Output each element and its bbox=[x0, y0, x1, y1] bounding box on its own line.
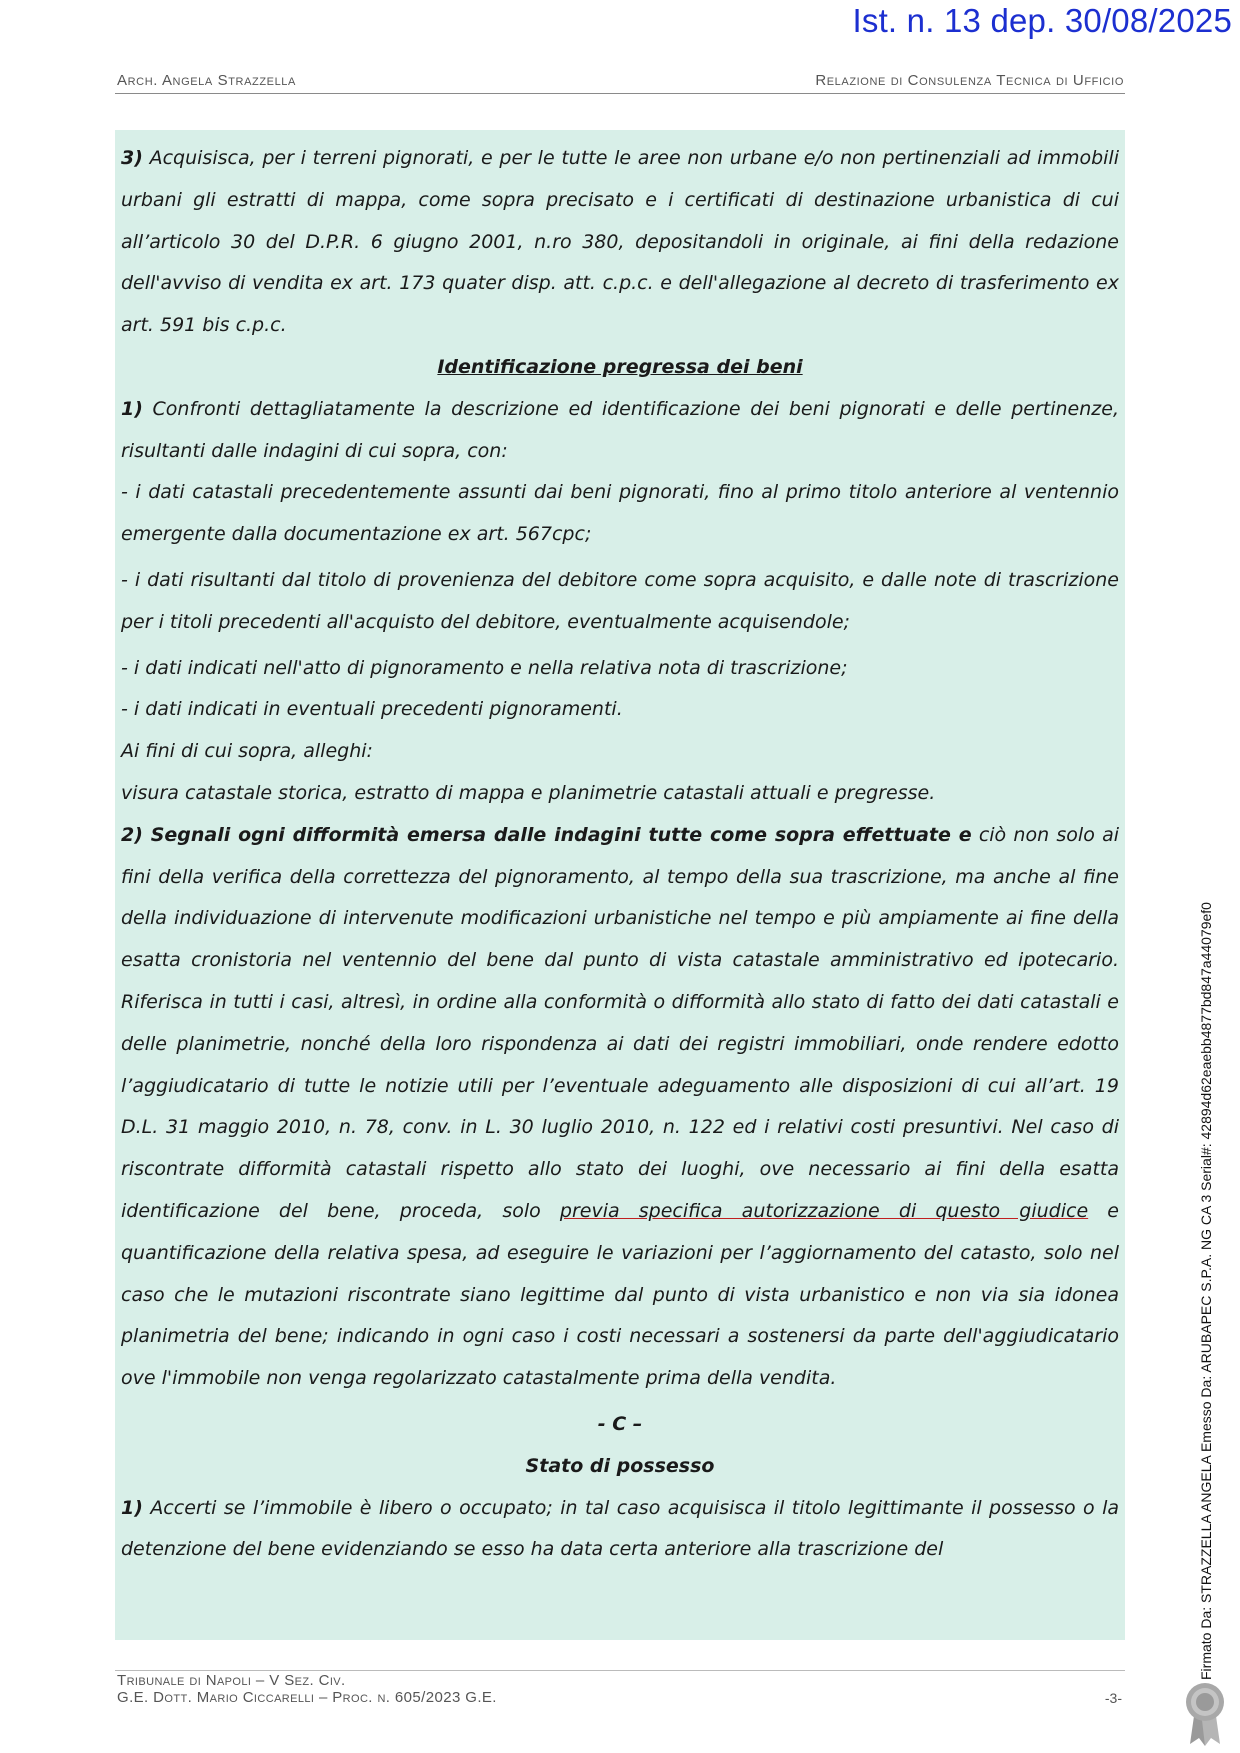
section-letter bbox=[121, 1404, 1119, 1446]
item-number: 1) bbox=[121, 397, 143, 420]
paragraph-2 bbox=[121, 815, 1119, 1400]
paragraph-text: Accerti se l’immobile è libero o occupato; in tal caso acquisisca il titolo legittimante il possesso o la detenzione del bene evidenziando se esso ha data certa anteriore alla trascrizione del bbox=[121, 1496, 1119, 1561]
bullet-item: - i dati risultanti dal titolo di provenienza del debitore come sopra acquisito, e dalle note di trascrizione per i titoli precedenti all'acquisto del debitore, eventualmente acquisendole; bbox=[121, 568, 1119, 633]
paragraph-1 bbox=[121, 389, 1119, 473]
section-heading bbox=[121, 1446, 1119, 1488]
paragraph-3 bbox=[121, 138, 1119, 347]
item-number: 1) bbox=[121, 1496, 143, 1519]
digital-signature-text: Firmato Da: STRAZZELLA ANGELA Emesso Da: ARUBAPEC S.P.A. NG CA 3 Serial#: 42894d62eaebb4877bd847a44079ef0 bbox=[1198, 902, 1214, 1680]
paragraph-1-possesso bbox=[121, 1488, 1119, 1572]
section-heading bbox=[121, 347, 1119, 389]
header-title: Relazione di Consulenza Tecnica di Ufficio bbox=[815, 72, 1124, 89]
heading-text: Identificazione pregressa dei beni bbox=[437, 355, 803, 378]
paragraph-text: Ai fini di cui sopra, alleghi: bbox=[121, 740, 373, 763]
paragraph-text: e quantificazione della relativa spesa, ad eseguire le variazioni per l’aggiornamento del catasto, solo nel caso che le mutazioni riscontrate siano legittime dal punto di vista urbanistico e non via sia idonea planimetria del bene; indicando in ogni caso i costi necessari a sostenersi da parte dell'aggiudicatario ove l'immobile non venga regolarizzato catastalmente prima della vendita. bbox=[121, 1199, 1120, 1390]
document-body bbox=[115, 130, 1125, 1640]
item-number: 3) bbox=[121, 147, 143, 169]
paragraph-text: Confronti dettagliatamente la descrizione ed identificazione dei beni pignorati e delle pertinenze, risultanti dalle indagini di cui sopra, con: bbox=[121, 397, 1119, 462]
footer-case: G.E. Dott. Mario Ciccarelli – Proc. n. 605/2023 G.E. bbox=[117, 1689, 497, 1706]
bullet-item: - i dati indicati in eventuali precedenti pignoramenti. bbox=[121, 698, 623, 721]
footer-divider bbox=[115, 1670, 1125, 1671]
header-author: Arch. Angela Strazzella bbox=[117, 72, 296, 89]
bullet-item: - i dati catastali precedentemente assunti dai beni pignorati, fino al primo titolo anteriore al ventennio emergente dalla documentazione ex art. 567cpc; bbox=[121, 481, 1119, 546]
page-number: -3- bbox=[1104, 1690, 1122, 1706]
deposit-stamp: Ist. n. 13 dep. 30/08/2025 bbox=[852, 2, 1232, 39]
footer bbox=[117, 1672, 497, 1706]
paragraph-text: visura catastale storica, estratto di mappa e planimetrie catastali attuali e pregresse. bbox=[121, 781, 936, 804]
seal-icon bbox=[1182, 1680, 1228, 1746]
paragraph-text: Acquisisca, per i terreni pignorati, e per le tutte le aree non urbane e/o non pertinenziali ad immobili urbani gli estratti di mappa, come sopra precisato e i certificati di destinazione urbanistica di cui all’articolo 30 del D.P.R. 6 giugno 2001, n.ro 380, depositandoli in originale, ai fini della redazione dell'avviso di vendita ex art. 173 quater disp. att. c.p.c. e dell'allegazione al decreto di trasferimento ex art. 591 bis c.p.c. bbox=[121, 147, 1119, 337]
header-divider bbox=[115, 93, 1125, 94]
heading-text: Stato di possesso bbox=[525, 1454, 715, 1477]
section-letter-text: - C – bbox=[597, 1412, 643, 1435]
bullet-item: - i dati indicati nell'atto di pignoramento e nella relativa nota di trascrizione; bbox=[121, 656, 848, 679]
bold-lead: 2) Segnali ogni difformità emersa dalle indagini tutte come sopra effettuate e bbox=[121, 823, 972, 846]
paragraph-text: ciò non solo ai fini della verifica della correttezza del pignoramento, al tempo della sua trascrizione, ma anche al fine della individuazione di intervenute modificazioni urbanistiche nel tempo e più ampiamente ai fine della esatta cronistoria nel ventennio del bene dal punto di vista catastale amministrativo ed ipotecario. Riferisca in tutti i casi, altresì, in ordine alla conformità o difformità allo stato di fatto dei dati catastali e delle planimetrie, nonché della loro rispondenza ai dati dei registri immobiliari, onde rendere edotto l’aggiudicatario di tutte le notizie utili per l’eventuale adeguamento alle disposizioni di cui all’art. 19 D.L. 31 maggio 2010, n. 78, conv. in L. 30 luglio 2010, n. 122 ed i relativi costi presuntivi. Nel caso di riscontrate difformità catastali rispetto allo stato dei luoghi, ove necessario ai fini della esatta identificazione del bene, proceda, solo bbox=[121, 823, 1119, 1222]
footer-court: Tribunale di Napoli – V Sez. Civ. bbox=[117, 1672, 346, 1689]
underlined-text: previa specifica autorizzazione di questo giudice bbox=[559, 1199, 1089, 1222]
